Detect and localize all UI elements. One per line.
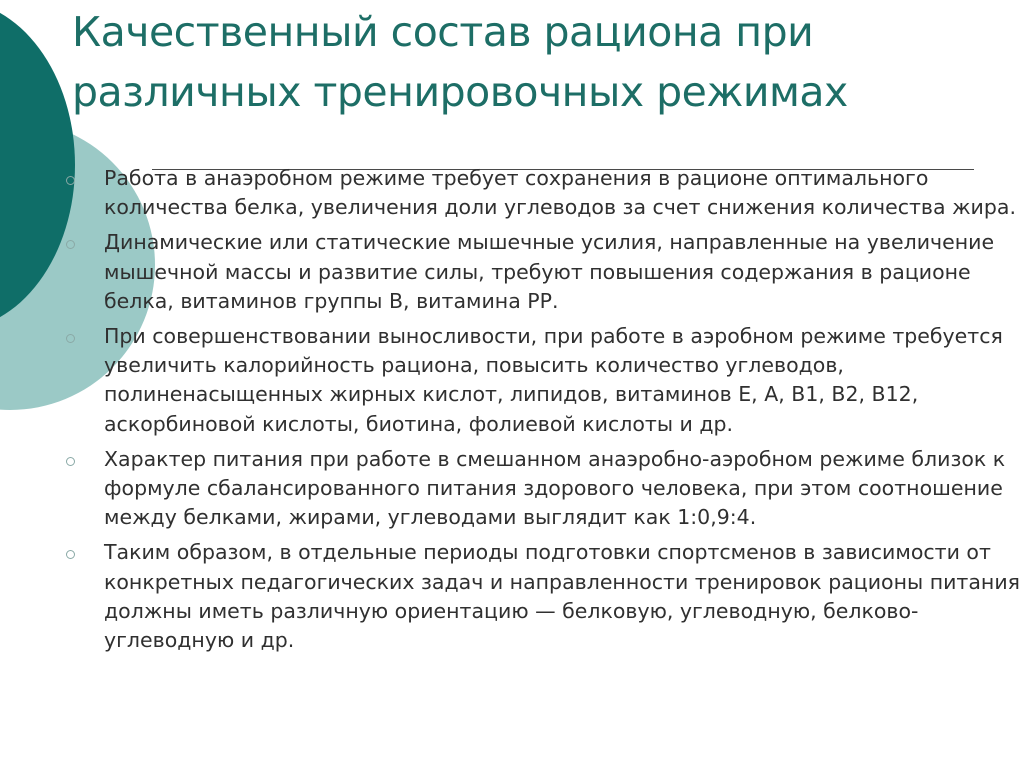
bullet-item	[66, 538, 1021, 655]
bullet-circle-icon	[66, 550, 75, 559]
bullet-circle-icon	[66, 176, 75, 185]
bullet-list	[66, 164, 1021, 661]
bullet-circle-icon	[66, 240, 75, 249]
bullet-circle-icon	[66, 334, 75, 343]
bullet-item	[66, 322, 1021, 439]
bullet-text: Характер питания при работе в смешанном анаэробно-аэробном режиме близок к формуле сбалансированного питания здорового человека, при этом соотношение между белками, жирами, углеводами выглядит как 1:0,9:4.	[104, 446, 1006, 530]
bullet-text: Таким образом, в отдельные периоды подготовки спортсменов в зависимости от конкретных педагогических задач и направленности тренировок рационы питания должны иметь различную ориентацию — белковую, углеводную, белково-углеводную и др.	[104, 540, 1020, 653]
bullet-item	[66, 164, 1021, 222]
slide-title: Качественный состав рациона при различных тренировочных режимах	[72, 8, 848, 116]
bullet-text: Работа в анаэробном режиме требует сохранения в рационе оптимального количества белка, увеличения доли углеводов за счет снижения количества жира.	[104, 166, 1016, 220]
bullet-text: При совершенствовании выносливости, при работе в аэробном режиме требуется увеличить калорийность рациона, повысить количество углеводов, полиненасыщенных жирных кислот, липидов, витаминов Е, А, В1, В2, В12, аскорбиновой кислоты, биотина, фолиевой кислоты и др.	[104, 324, 1003, 436]
bullet-circle-icon	[66, 457, 75, 466]
bullet-text: Динамические или статические мышечные усилия, направленные на увеличение мышечной массы и развитие силы, требуют повышения содержания в рационе белка, витаминов группы В, витамина РР.	[104, 230, 995, 313]
bullet-item	[66, 445, 1021, 533]
bullet-item	[66, 228, 1021, 316]
